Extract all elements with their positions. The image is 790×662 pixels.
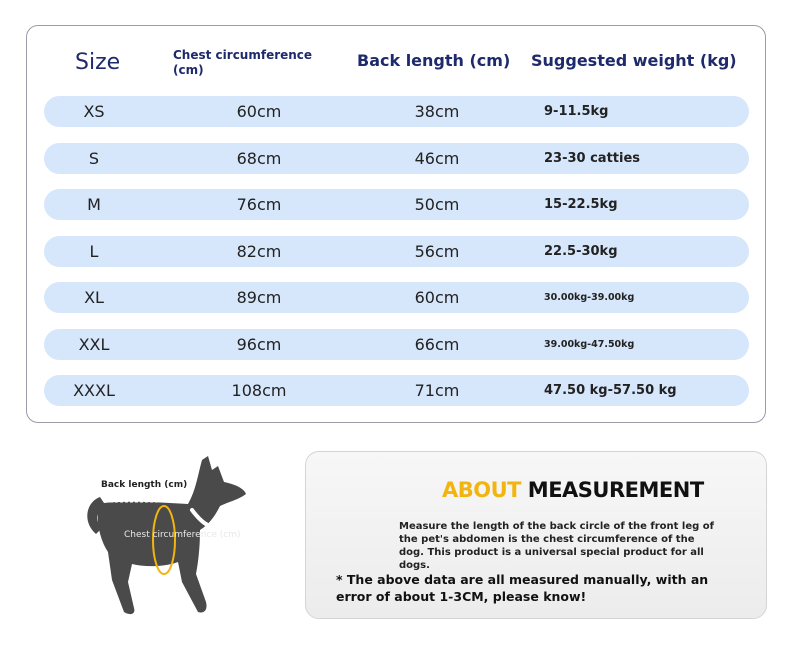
back-cell: 50cm bbox=[414, 195, 460, 214]
size-chart-card bbox=[26, 25, 766, 423]
size-cell: XXXL bbox=[73, 381, 115, 400]
chest-cell: 96cm bbox=[236, 335, 282, 354]
table-row bbox=[44, 189, 749, 220]
header-back-length: Back length (cm) bbox=[357, 51, 511, 70]
about-title-accent: ABOUT bbox=[442, 478, 521, 502]
back-cell: 66cm bbox=[414, 335, 460, 354]
size-cell: L bbox=[89, 242, 99, 261]
about-description: Measure the length of the back circle of the front leg of the pet's abdomen is the chest circumference of the dog. This product is a universal special product for all dogs. bbox=[399, 521, 714, 571]
header-suggested-weight: Suggested weight (kg) bbox=[531, 51, 737, 70]
about-title bbox=[442, 478, 704, 502]
back-cell: 46cm bbox=[414, 149, 460, 168]
about-measurement-card bbox=[305, 451, 767, 619]
weight-cell: 15-22.5kg bbox=[544, 197, 618, 212]
chest-cell: 89cm bbox=[236, 288, 282, 307]
table-row bbox=[44, 282, 749, 313]
back-cell: 71cm bbox=[414, 381, 460, 400]
table-row bbox=[44, 375, 749, 406]
header-size: Size bbox=[75, 50, 121, 75]
weight-cell: 47.50 kg-57.50 kg bbox=[544, 383, 677, 398]
weight-cell: 23-30 catties bbox=[544, 151, 641, 166]
chest-cell: 60cm bbox=[236, 102, 282, 121]
size-cell: XL bbox=[84, 288, 104, 307]
size-cell: S bbox=[88, 149, 100, 168]
table-row bbox=[44, 236, 749, 267]
header-chest-circumference: Chest circumference (cm) bbox=[173, 48, 313, 77]
size-cell: M bbox=[87, 195, 101, 214]
table-row bbox=[44, 143, 749, 174]
weight-cell: 22.5-30kg bbox=[544, 244, 618, 259]
weight-cell: 39.00kg-47.50kg bbox=[544, 339, 635, 350]
about-note: * The above data are all measured manually, with an error of about 1-3CM, please know! bbox=[336, 572, 709, 604]
chest-cell: 76cm bbox=[236, 195, 282, 214]
table-row bbox=[44, 329, 749, 360]
chest-cell: 68cm bbox=[236, 149, 282, 168]
weight-cell: 9-11.5kg bbox=[544, 104, 609, 119]
chest-cell: 82cm bbox=[236, 242, 282, 261]
size-cell: XS bbox=[83, 102, 105, 121]
chest-circumference-label: Chest circumference (cm) bbox=[124, 530, 241, 540]
back-cell: 60cm bbox=[414, 288, 460, 307]
back-cell: 38cm bbox=[414, 102, 460, 121]
chest-cell: 108cm bbox=[231, 381, 287, 400]
back-cell: 56cm bbox=[414, 242, 460, 261]
table-row bbox=[44, 96, 749, 127]
weight-cell: 30.00kg-39.00kg bbox=[544, 292, 635, 303]
size-cell: XXL bbox=[78, 335, 110, 354]
back-length-label: Back length (cm) bbox=[101, 480, 188, 490]
about-title-rest: MEASUREMENT bbox=[521, 478, 704, 502]
